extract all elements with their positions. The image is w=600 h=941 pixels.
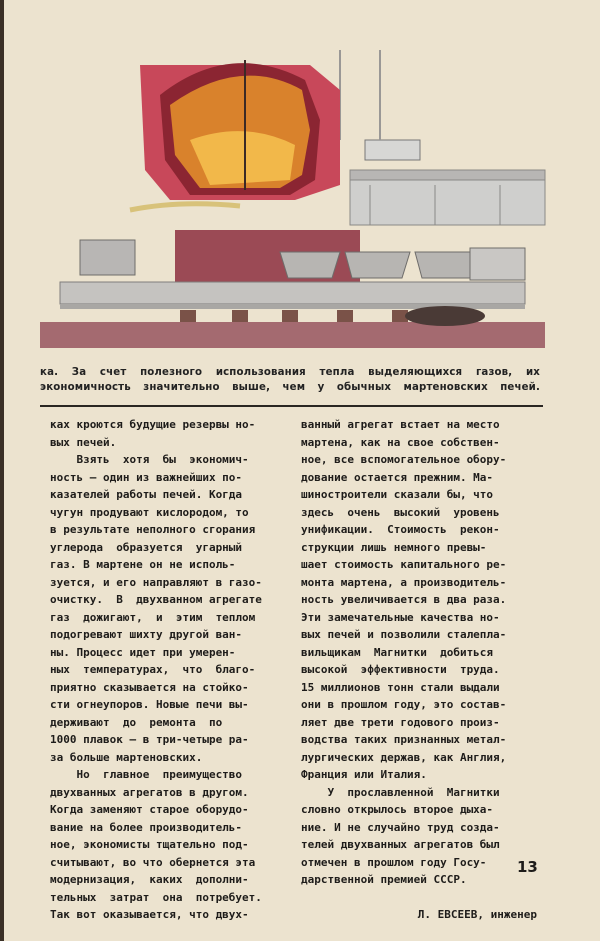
- text-line: Взять хотя бы экономич-: [50, 453, 249, 466]
- ladle-car: [80, 240, 135, 275]
- floor-slab: [40, 322, 545, 348]
- text-line: монта мартена, а производитель-: [301, 575, 507, 589]
- text-line: Когда заменяют старое оборудо-: [50, 803, 249, 816]
- separator-rule: [40, 405, 543, 407]
- text-line: ны. Процесс идет при умерен-: [50, 645, 236, 659]
- left-column: [50, 416, 286, 924]
- text-line: здесь очень высокий уровень: [301, 505, 500, 519]
- text-line: вых печей и позволили сталепла-: [301, 628, 507, 641]
- text-line: ванный агрегат встает на место: [301, 418, 500, 431]
- text-line: зуется, и его направляют в газо-: [50, 575, 262, 589]
- text-line: Л. ЕВСЕЕВ, инженер: [417, 908, 537, 921]
- text-line: ние. И не случайно труд созда-: [301, 820, 500, 834]
- furnace-body: [130, 60, 340, 210]
- page-edge: [0, 0, 4, 941]
- text-line: водства таких признанных метал-: [301, 733, 507, 746]
- text-line: держивают до ремонта по: [50, 715, 223, 729]
- text-line: 15 миллионов тонн стали выдали: [301, 680, 500, 694]
- figure-caption: [40, 365, 540, 395]
- text-line: углерода образуется угарный: [50, 540, 243, 554]
- text-line: вание на более производитель-: [50, 820, 243, 834]
- text-line: вых печей.: [50, 435, 117, 449]
- text-line: дарственной премией СССР.: [301, 873, 467, 886]
- text-line: казателей работы печей. Когда: [50, 488, 243, 501]
- text-line: очистку. В двухванном агрегате: [50, 593, 262, 606]
- furnace-illustration: [40, 20, 560, 355]
- text-line: ное, все вспомогательное обору-: [301, 453, 507, 466]
- caption-line-1: ка. За счет полезного использования тепла выделяющихся газов, их: [40, 367, 540, 378]
- text-line: мартена, как на свое собствен-: [301, 435, 500, 449]
- text-line: струкции лишь немного превы-: [301, 540, 487, 554]
- text-line: чугун продувают кислородом, то: [50, 505, 249, 519]
- text-line: они в прошлом году, это состав-: [301, 698, 507, 711]
- text-line: Так вот оказывается, что двух-: [50, 908, 249, 921]
- text-line: вильщикам Магнитки добиться: [301, 645, 494, 659]
- text-line: шает стоимость капитального ре-: [301, 558, 507, 571]
- text-line: Франция или Италия.: [301, 768, 427, 781]
- text-line: приятно сказывается на стойко-: [50, 680, 249, 694]
- text-line: лургических держав, как Англия,: [301, 750, 507, 764]
- text-line: газ. В мартене он не исполь-: [50, 558, 236, 571]
- page-number: 13: [517, 858, 538, 876]
- text-line: [301, 889, 537, 907]
- text-line: в результате неполного сгорания: [50, 523, 256, 536]
- right-column: [301, 416, 537, 924]
- text-line: модернизация, каких дополни-: [50, 873, 249, 886]
- caption-line-2: экономичность значительно выше, чем у обычных мартеновских печей.: [40, 382, 540, 393]
- text-line: телей двухванных агрегатов был: [301, 838, 500, 851]
- text-line: У прославленной Магнитки: [301, 785, 500, 799]
- text-line: дование остается прежним. Ма-: [301, 470, 494, 484]
- text-line: ных температурах, что благо-: [50, 663, 256, 676]
- text-line: унификации. Стоимость рекон-: [301, 523, 500, 536]
- text-line: словно открылось второе дыха-: [301, 803, 494, 816]
- text-line: считывают, во что обернется эта: [50, 855, 256, 869]
- text-line: ность увеличивается в два раза.: [301, 593, 507, 606]
- text-line: ках кроются будущие резервы но-: [50, 418, 256, 431]
- text-line: Эти замечательные качества но-: [301, 610, 500, 624]
- text-line: тельных затрат она потребует.: [50, 890, 262, 904]
- text-line: двухванных агрегатов в другом.: [50, 785, 249, 799]
- text-line: за больше мартеновских.: [50, 750, 203, 764]
- text-line: отмечен в прошлом году Госу-: [301, 855, 487, 869]
- text-line: подогревают шихту другой ван-: [50, 628, 243, 641]
- text-line: газ дожигают, и этим теплом: [50, 610, 256, 624]
- text-line: шиностроители сказали бы, что: [301, 488, 494, 501]
- platform: [60, 282, 525, 304]
- text-line: ное, экономисты тщательно под-: [50, 838, 249, 851]
- text-line: Но главное преимущество: [50, 768, 243, 781]
- charging-carts: [280, 248, 525, 280]
- text-line: ляет две трети годового произ-: [301, 715, 500, 729]
- text-line: высокой эффективности труда.: [301, 663, 500, 676]
- text-line: 1000 плавок — в три-четыре ра-: [50, 733, 249, 746]
- text-line: ность — один из важнейших по-: [50, 470, 243, 484]
- text-line: сти огнеупоров. Новые печи вы-: [50, 698, 249, 711]
